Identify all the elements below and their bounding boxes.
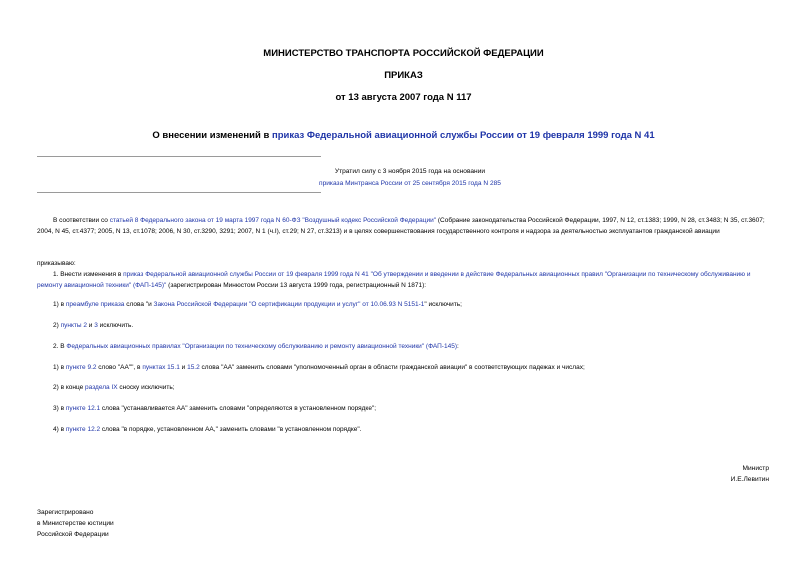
item-2-4-text-1: 4) в [53, 426, 66, 433]
item-2-1-text-3: и [179, 364, 188, 371]
date-number-heading: от 13 августа 2007 года N 117 [335, 92, 472, 103]
item-1-2-text-2: и [86, 322, 95, 329]
item-1-1-text-1: 1) в [53, 301, 66, 308]
registration-line-3: Российской Федерации [37, 531, 109, 538]
item-2-4-paragraph [53, 424, 773, 435]
registration-line-1: Зарегистрировано [37, 509, 94, 516]
preamble-order-link[interactable]: преамбуле приказа [65, 301, 125, 308]
order-word: приказываю: [37, 260, 76, 267]
fap-145-link[interactable]: Федеральных авиационных правилах "Организации по техническому обслуживанию и ремонту авиационной техники" (ФАП-145) [66, 343, 457, 350]
basis-link[interactable]: приказа Минтранса России от 25 сентября 2015 года N 285 [319, 180, 501, 187]
lost-force-text: Утратил силу с 3 ноября 2015 года на основании [334, 168, 486, 175]
point-9-2-link[interactable]: пункте 9.2 [65, 364, 97, 371]
registration-line-2: в Министерстве юстиции [37, 520, 114, 527]
title-prefix: О внесении изменений в [152, 130, 272, 141]
document-title [0, 130, 807, 141]
item-2-text-1: 2. В [53, 343, 67, 350]
point-15-2-link[interactable]: 15.2 [187, 364, 200, 371]
points-2-link[interactable]: пункты 2 [60, 322, 87, 329]
item-1-paragraph [37, 269, 777, 291]
point-15-1-link[interactable]: пунктах 15.1 [142, 364, 180, 371]
item-1-1-text-3: " исключить; [424, 301, 462, 308]
preamble-text-2: (Собрание законодательства Российской Федерации, 1997, N 12, ст.1383; 1999, N 28, ст.3483; N 35, ст.3607; 2004, N 45, ст.4377; 2005, N 13, ст.1078; 2006, N 30, ст.3290, 3291; 2007, N 1 (ч.I), ст.29; N 27, ст.3213) и в целях совершенствования государственного контроля и надзора за деятельностью эксплуатантов гражданской авиации [37, 217, 765, 235]
item-1-2-text-1: 2) [53, 322, 61, 329]
ministry-heading: МИНИСТЕРСТВО ТРАНСПОРТА РОССИЙСКОЙ ФЕДЕРАЦИИ [263, 48, 544, 59]
item-2-3-text-1: 3) в [53, 405, 66, 412]
item-2-1-text-1: 1) в [53, 364, 66, 371]
item-1-1-text-2: слова "и [124, 301, 154, 308]
item-2-2-paragraph [53, 382, 773, 393]
item-2-2-text-2: сноску исключить; [117, 384, 175, 391]
certification-law-link[interactable]: Закона Российской Федерации "О сертификации продукции и услуг" от 10.06.93 N 5151-1 [153, 301, 425, 308]
doc-type-heading: ПРИКАЗ [384, 70, 423, 81]
item-2-text-2: : [456, 343, 459, 350]
item-2-4-text-2: слова "в порядке, установленном АА," заменить словами "в установленном порядке". [100, 426, 362, 433]
point-12-2-link[interactable]: пункте 12.2 [65, 426, 101, 433]
title-link[interactable]: приказ Федеральной авиационной службы России от 19 февраля 1999 года N 41 [271, 130, 655, 141]
item-1-2-text-3: исключить. [97, 322, 134, 329]
item-2-1-text-4: слова "АА" заменить словами "уполномоченный орган в области гражданской авиации" в соответствующих падежах и числах; [199, 364, 585, 371]
points-3-link[interactable]: 3 [94, 322, 98, 329]
divider-top [37, 156, 321, 157]
preamble-text-1: В соответствии со [53, 217, 110, 224]
item-1-text-2: (зарегистрирован Минюстом России 13 августа 1999 года, регистрационный N 1871): [166, 282, 427, 289]
item-2-paragraph [53, 341, 773, 352]
item-2-1-paragraph [53, 362, 773, 373]
item-2-3-paragraph [53, 403, 773, 414]
lost-force-basis [260, 178, 560, 190]
item-1-text-1: 1. Внести изменения в [53, 271, 124, 278]
point-12-1-link[interactable]: пункте 12.1 [65, 405, 101, 412]
signature-name: И.Е.Левитин [730, 476, 769, 483]
item-1-2-paragraph [53, 320, 773, 331]
preamble-paragraph [37, 215, 777, 237]
section-ix-link[interactable]: раздела IX [85, 384, 118, 391]
item-1-1-paragraph [53, 299, 773, 310]
item-2-3-text-2: слова "устанавливается АА" заменить словами "определяются в установленном порядке"; [100, 405, 377, 412]
item-1-order-link[interactable]: приказ Федеральной авиационной службы России от 19 февраля 1999 года N 41 "Об утверждении и введении в действие Федеральных авиационных правил "Организации по техническому обслуживанию и ремонту авиационной техники" (ФАП-145)" [37, 271, 751, 289]
item-2-1-text-2: слово "АА"", в [96, 364, 143, 371]
item-2-2-text-1: 2) в конце [53, 384, 86, 391]
preamble-law-link[interactable]: статьей 8 Федерального закона от 19 марта 1997 года N 60-ФЗ "Воздушный кодекс Российской Федерации" [109, 217, 437, 224]
divider-bottom [37, 192, 321, 193]
signature-position: Министр [742, 465, 769, 472]
